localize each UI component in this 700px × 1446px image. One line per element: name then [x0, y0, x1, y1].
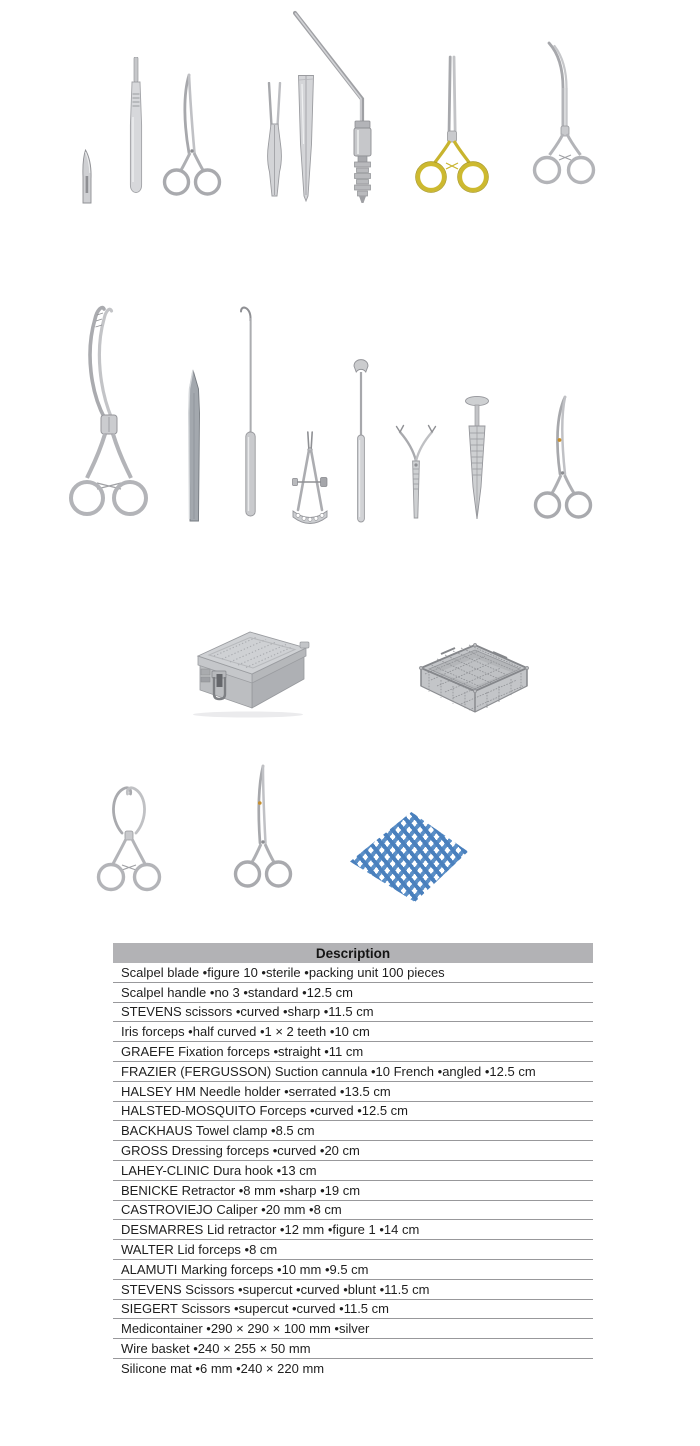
table-row [113, 1200, 593, 1220]
table-header: Description [113, 943, 593, 963]
halsey-needle-holder-image [406, 55, 498, 205]
halsted-mosquito-forceps-image [522, 38, 602, 203]
table-header-row [113, 943, 593, 963]
wire-basket-image [417, 642, 531, 724]
description-cell: SIEGERT Scissors •supercut •curved •11.5 cm [113, 1299, 593, 1319]
table-row [113, 1081, 593, 1101]
description-cell: LAHEY-CLINIC Dura hook •13 cm [113, 1160, 593, 1180]
description-cell: Scalpel blade •figure 10 •sterile •packing unit 100 pieces [113, 963, 593, 982]
stevens-scissors-supercut-image [528, 394, 598, 527]
description-cell: WALTER Lid forceps •8 cm [113, 1240, 593, 1260]
table-row [113, 1259, 593, 1279]
description-cell: FRAZIER (FERGUSSON) Suction cannula •10 French •angled •12.5 cm [113, 1061, 593, 1081]
description-cell: Medicontainer •290 × 290 × 100 mm •silver [113, 1319, 593, 1339]
backhaus-towel-clamp-image [87, 779, 171, 897]
description-cell: BACKHAUS Towel clamp •8.5 cm [113, 1121, 593, 1141]
description-cell: CASTROVIEJO Caliper •20 mm •8 cm [113, 1200, 593, 1220]
frazier-suction-cannula-image [293, 10, 375, 204]
walter-lid-forceps-image [395, 421, 437, 523]
table-row [113, 1180, 593, 1200]
table-row [113, 1141, 593, 1161]
castroviejo-caliper-image [291, 431, 329, 526]
silicone-mat-image [350, 812, 468, 902]
description-table-body [113, 963, 593, 1378]
table-row [113, 1319, 593, 1339]
table-row [113, 1160, 593, 1180]
table-row [113, 1299, 593, 1319]
description-cell: HALSTED-MOSQUITO Forceps •curved •12.5 cm [113, 1101, 593, 1121]
description-cell: HALSEY HM Needle holder •serrated •13.5 cm [113, 1081, 593, 1101]
description-cell: Iris forceps •half curved •1 × 2 teeth •10 cm [113, 1022, 593, 1042]
iris-forceps-image [262, 82, 288, 200]
description-cell: Scalpel handle •no 3 •standard •12.5 cm [113, 982, 593, 1002]
description-cell: STEVENS Scissors •supercut •curved •blunt •11.5 cm [113, 1279, 593, 1299]
medicontainer-image [188, 622, 314, 718]
table-row [113, 1121, 593, 1141]
table-row [113, 982, 593, 1002]
table-row [113, 1101, 593, 1121]
description-cell: BENICKE Retractor •8 mm •sharp •19 cm [113, 1180, 593, 1200]
description-cell: STEVENS scissors •curved •sharp •11.5 cm [113, 1002, 593, 1022]
alamuti-marking-forceps-image [463, 395, 491, 523]
description-cell: GRAEFE Fixation forceps •straight •11 cm [113, 1042, 593, 1062]
lahey-clinic-dura-hook-image [237, 301, 259, 521]
table-row [113, 1042, 593, 1062]
gross-dressing-forceps-image [64, 297, 154, 525]
benicke-retractor-image [184, 369, 204, 524]
stevens-scissors-image [156, 71, 228, 205]
table-row [113, 1022, 593, 1042]
description-table [113, 943, 593, 1378]
scalpel-blade-image [77, 149, 94, 205]
description-cell: Wire basket •240 × 255 × 50 mm [113, 1339, 593, 1359]
table-row [113, 1220, 593, 1240]
table-row [113, 1002, 593, 1022]
description-cell: DESMARRES Lid retractor •12 mm •figure 1 •14 cm [113, 1220, 593, 1240]
description-cell: Silicone mat •6 mm •240 × 220 mm [121, 1360, 325, 1376]
table-row [113, 1240, 593, 1260]
scalpel-handle-image [122, 57, 150, 203]
table-row [113, 1339, 593, 1359]
table-row [113, 1358, 593, 1377]
siegert-scissors-image [227, 763, 299, 895]
description-cell: GROSS Dressing forceps •curved •20 cm [113, 1141, 593, 1161]
desmarres-lid-retractor-image [351, 355, 371, 525]
table-row [113, 1279, 593, 1299]
table-row [113, 1061, 593, 1081]
description-cell: ALAMUTI Marking forceps •10 mm •9.5 cm [113, 1259, 593, 1279]
table-row [113, 963, 593, 982]
